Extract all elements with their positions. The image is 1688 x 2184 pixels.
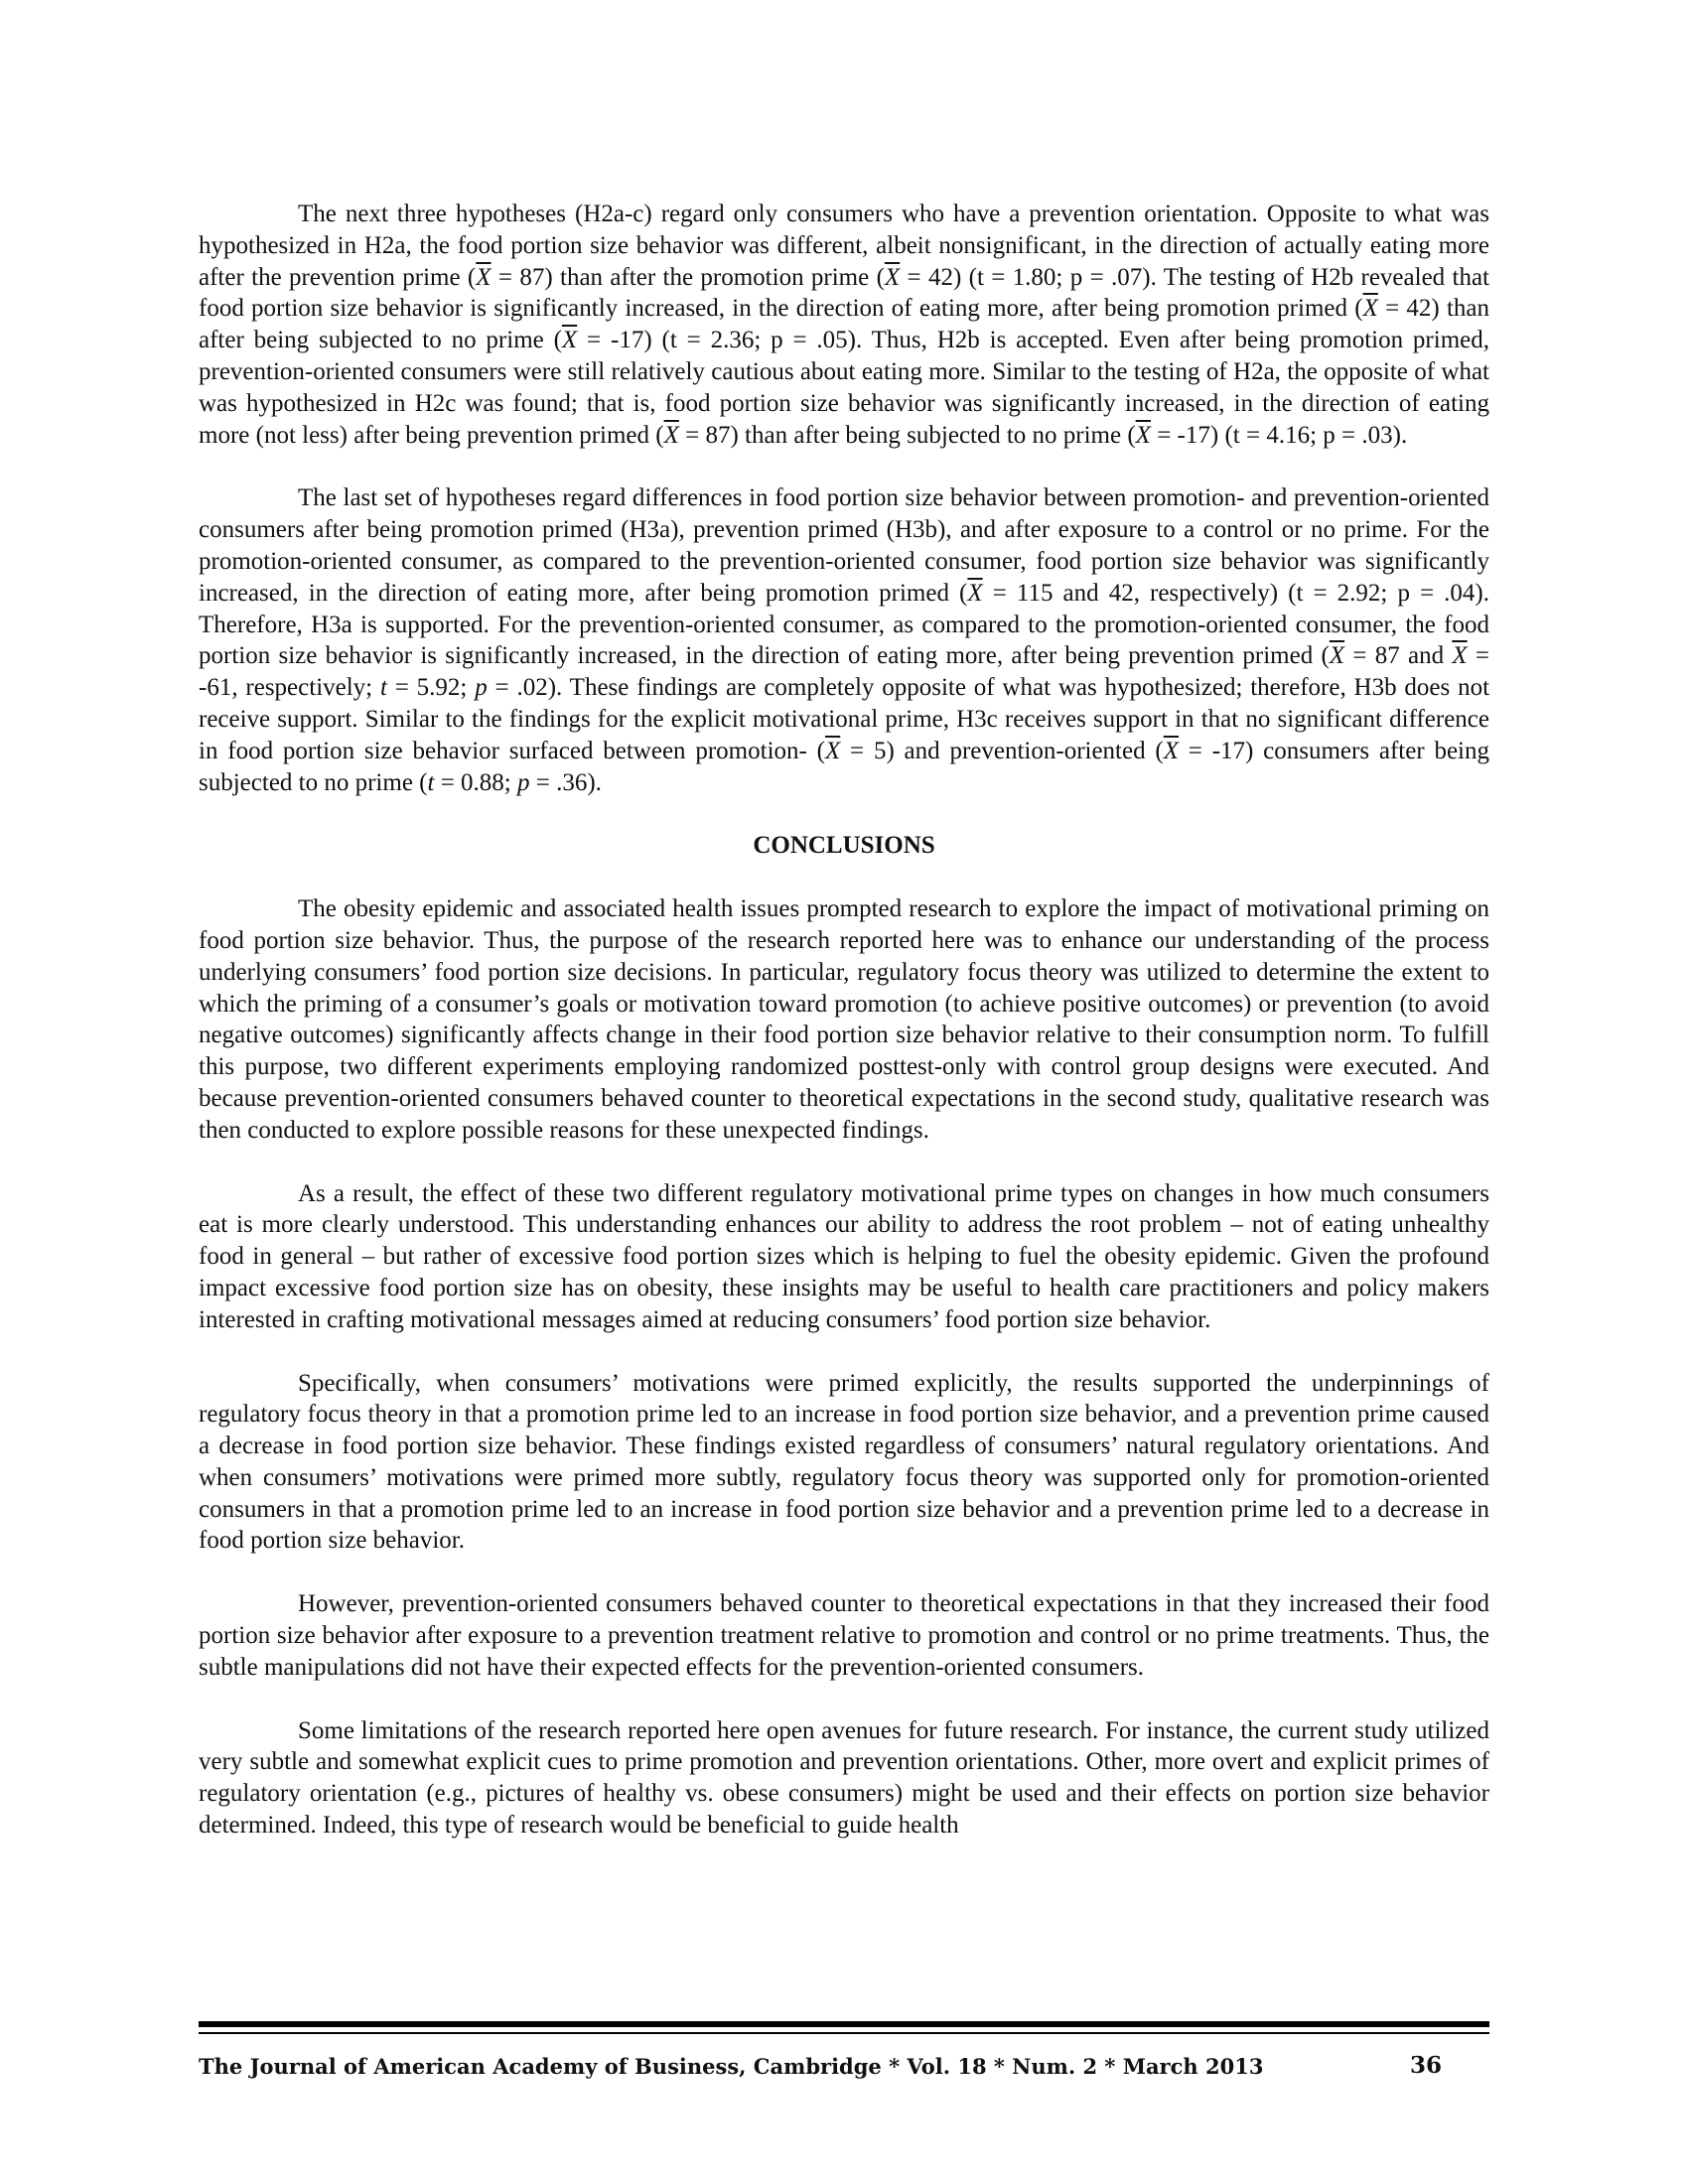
mean-symbol: $\overline{X}$ [884, 263, 901, 291]
mean-symbol: $\overline{X}$ [1135, 421, 1151, 449]
mean-symbol: $\overline{X}$ [663, 421, 679, 449]
footer-rule [199, 2021, 1489, 2027]
conclusions-paragraph-1: The obesity epidemic and associated health issues prompted research to explore the impact of motivational priming on food portion size behavior. Thus, the purpose of the research reported here was to enhance our understanding of the process underlying consumers’ food portion size decisions. In particular, regulatory focus theory was utilized to determine the extent to which the priming of a consumer’s goals or motivation toward promotion (to achieve positive outcomes) or prevention (to avoid negative outcomes) significantly affects change in their food portion size behavior relative to their consumption norm. To fulfill this purpose, two different experiments employing randomized posttest-only with control group designs were executed. And because prevention-oriented consumers behaved counter to theoretical expectations in the second study, qualitative research was then conducted to explore possible reasons for these unexpected findings. [199, 895, 1489, 1144]
italic-stat-symbol: t [427, 768, 435, 796]
mean-symbol: $\overline{X}$ [1329, 642, 1345, 670]
italic-stat-symbol: t [379, 674, 387, 702]
mean-symbol: $\overline{X}$ [561, 327, 578, 354]
results-paragraph-h2: The next three hypotheses (H2a-c) regard only consumers who have a prevention orientation. Opposite to what was hypothesized in H2a, the food portion size behavior was different, albeit nonsignificant, in the direction of actually eating more after the prevention prime $(\overline{X} = 87)$ than after the promotion prime $(\overline{X} = 42) (t = 1.80$; p = .07). The testing of H2b revealed that food portion size behavior is significantly increased, in the direction of eating more, after being promotion primed $(\overline{X} = 42)$ than after being subjected to no prime $(\overline{X} = -17) (t = 2.36$; p = .05). Thus, H2b is accepted. Even after being promotion primed, prevention-oriented consumers were still relatively cautious about eating more. Similar to the testing of H2a, the opposite of what was hypothesized in H2c was found; that is, food portion size behavior was significantly increased, in the direction of eating more (not less) after being prevention primed $(\overline{X} = 87)$ than after being subjected to no prime $(\overline{X} = -17) (t = 4.16$; p = .03). [199, 201, 1489, 449]
footer-journal-citation: The Journal of American Academy of Business, Cambridge * Vol. 18 * Num. 2 * March 2013 [199, 2054, 1264, 2079]
section-heading-conclusions: CONCLUSIONS [753, 832, 935, 860]
conclusions-paragraph-5: Some limitations of the research reported here open avenues for future research. For instance, the current study utilized very subtle and somewhat explicit cues to prime promotion and prevention orientations. Other, more overt and explicit primes of regulatory orientation (e.g., pictures of healthy vs. obese consumers) might be used and their effects on portion size behavior determined. Indeed, this type of research would be beneficial to guide health [199, 1716, 1489, 1840]
mean-symbol: $\overline{X}$ [967, 579, 983, 607]
mean-symbol: $\overline{X}$ [476, 263, 492, 291]
mean-symbol: $\overline{X}$ [824, 737, 841, 764]
italic-stat-symbol: p [517, 768, 530, 796]
conclusions-paragraph-2: As a result, the effect of these two different regulatory motivational prime types on changes in how much consumers eat is more clearly understood. This understanding enhances our ability to address the root problem – not of eating unhealthy food in general – but rather of excessive food portion sizes which is helping to fuel the obesity epidemic. Given the profound impact excessive food portion size has on obesity, these insights may be useful to health care practitioners and policy makers interested in crafting motivational messages aimed at reducing consumers’ food portion size behavior. [199, 1179, 1489, 1333]
results-paragraph-h3: The last set of hypotheses regard differences in food portion size behavior between promotion- and prevention-oriented consumers after being promotion primed (H3a), prevention primed (H3b), and after exposure to a control or no prime. For the promotion-oriented consumer, as compared to the prevention-oriented consumer, food portion size behavior was significantly increased, in the direction of eating more, after being promotion primed ($\overline{X} = 115$ and 42, respectively) (t = 2.92; p = .04). Therefore, H3a is supported. For the prevention-oriented consumer, as compared to the promotion-oriented consumer, the food portion size behavior is significantly increased, in the direction of eating more, after being prevention primed ($\overline{X} = 87$ and $\overline{X} = -61$, respectively; t = 5.92; p = .02). These findings are completely opposite of what was hypothesized; therefore, H3b does not receive support. Similar to the findings for the explicit motivational prime, H3c receives support in that no significant difference in food portion size behavior surfaced between promotion- $(\overline{X} = 5)$ and prevention-oriented $(\overline{X} = -17)$ consumers after being subjected to no prime (t = 0.88; p = .36). [199, 484, 1490, 796]
footer-rule-thin [199, 2032, 1489, 2034]
conclusions-paragraph-4: However, prevention-oriented consumers behaved counter to theoretical expectations in that they increased their food portion size behavior after exposure to a prevention treatment relative to promotion and control or no prime treatments. Thus, the subtle manipulations did not have their expected effects for the prevention-oriented consumers. [199, 1590, 1489, 1681]
mean-symbol: $\overline{X}$ [1163, 737, 1180, 764]
body-text [199, 199, 1489, 1842]
italic-stat-symbol: p [475, 674, 488, 702]
mean-symbol: $\overline{X}$ [1362, 295, 1378, 323]
page-number: 36 [1410, 2052, 1443, 2079]
conclusions-paragraph-3: Specifically, when consumers’ motivations were primed explicitly, the results supported the underpinnings of regulatory focus theory in that a promotion prime led to an increase in food portion size behavior, and a prevention prime caused a decrease in food portion size behavior. These findings existed regardless of consumers’ natural regulatory orientations. And when consumers’ motivations were primed more subtly, regulatory focus theory was supported only for promotion-oriented consumers in that a promotion prime led to an increase in food portion size behavior and a prevention prime led to a decrease in food portion size behavior. [199, 1369, 1489, 1555]
mean-symbol: $\overline{X}$ [1452, 642, 1468, 670]
